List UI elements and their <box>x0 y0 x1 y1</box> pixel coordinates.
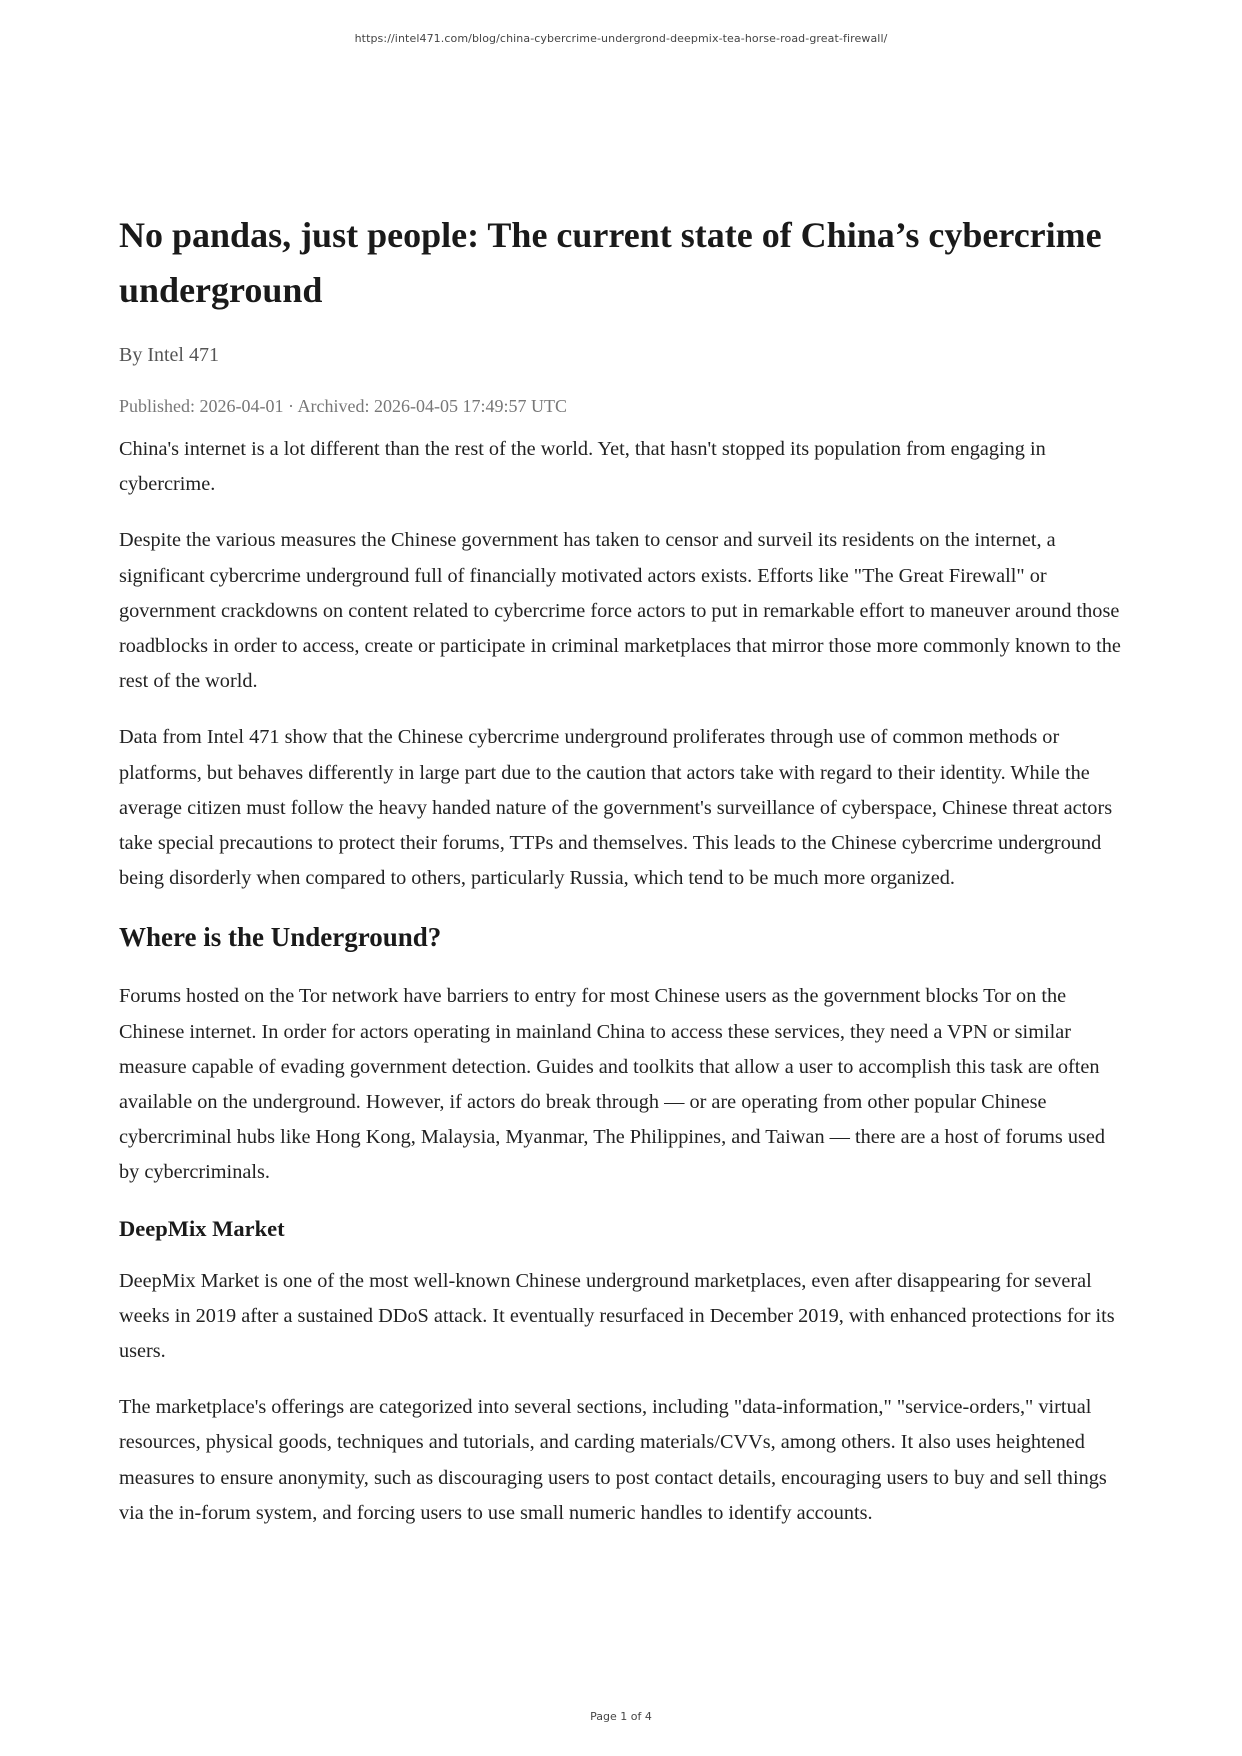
intro-paragraph-3: Data from Intel 471 show that the Chinese cybercrime underground proliferates through use of common methods or platforms, but behaves differently in large part due to the caution that actors take with regard to their identity. While the average citizen must follow the heavy handed nature of the government's surveillance of cyberspace, Chinese threat actors take special precautions to protect their forums, TTPs and themselves. This leads to the Chinese cybercrime underground being disorderly when compared to others, particularly Russia, which tend to be much more organized. <box>119 726 1113 890</box>
deepmix-paragraph-1: DeepMix Market is one of the most well-known Chinese underground marketplaces, even after disappearing for several weeks in 2019 after a sustained DDoS attack. It eventually resurfaced in December 2019, with enhanced protections for its users. <box>119 1269 1115 1363</box>
page-number-footer: Page 1 of 4 <box>590 1710 652 1723</box>
subsection-heading-deepmix: DeepMix Market <box>119 1215 285 1241</box>
article-content <box>119 208 1125 1552</box>
article-title: No pandas, just people: The current state of China’s cybercrime underground <box>119 215 1102 310</box>
intro-paragraph-1: China's internet is a lot different than the rest of the world. Yet, that hasn't stopped its population from engaging in cybercrime. <box>119 438 1046 496</box>
page-url-header: https://intel471.com/blog/china-cybercrime-undergrond-deepmix-tea-horse-road-great-firewall/ <box>354 32 888 45</box>
section-paragraph-1: Forums hosted on the Tor network have barriers to entry for most Chinese users as the government blocks Tor on the Chinese internet. In order for actors operating in mainland China to access these services, they need a VPN or similar measure capable of evading government detection. Guides and toolkits that allow a user to accomplish this task are often available on the underground. However, if actors do break through — or are operating from other popular Chinese cybercriminal hubs like Hong Kong, Malaysia, Myanmar, The Philippines, and Taiwan — there are a host of forums used by cybercriminals. <box>119 985 1106 1184</box>
article-byline: By Intel 471 <box>119 344 219 366</box>
deepmix-paragraph-2: The marketplace's offerings are categorized into several sections, including "data-information," "service-orders," virtual resources, physical goods, techniques and tutorials, and carding materials/CVVs, among others. It also uses heightened measures to ensure anonymity, such as discouraging users to post contact details, encouraging users to buy and sell things via the in-forum system, and forcing users to use small numeric handles to identify accounts. <box>119 1396 1107 1524</box>
section-heading-where-underground: Where is the Underground? <box>119 922 442 953</box>
intro-paragraph-2: Despite the various measures the Chinese government has taken to censor and surveil its residents on the internet, a significant cybercrime underground full of financially motivated actors exists. Efforts like "The Great Firewall" or government crackdowns on content related to cybercrime force actors to put in remarkable effort to maneuver around those roadblocks in order to access, create or participate in criminal marketplaces that mirror those more commonly known to the rest of the world. <box>119 529 1121 693</box>
article-meta: Published: 2026-04-01 · Archived: 2026-04-05 17:49:57 UTC <box>119 396 567 416</box>
